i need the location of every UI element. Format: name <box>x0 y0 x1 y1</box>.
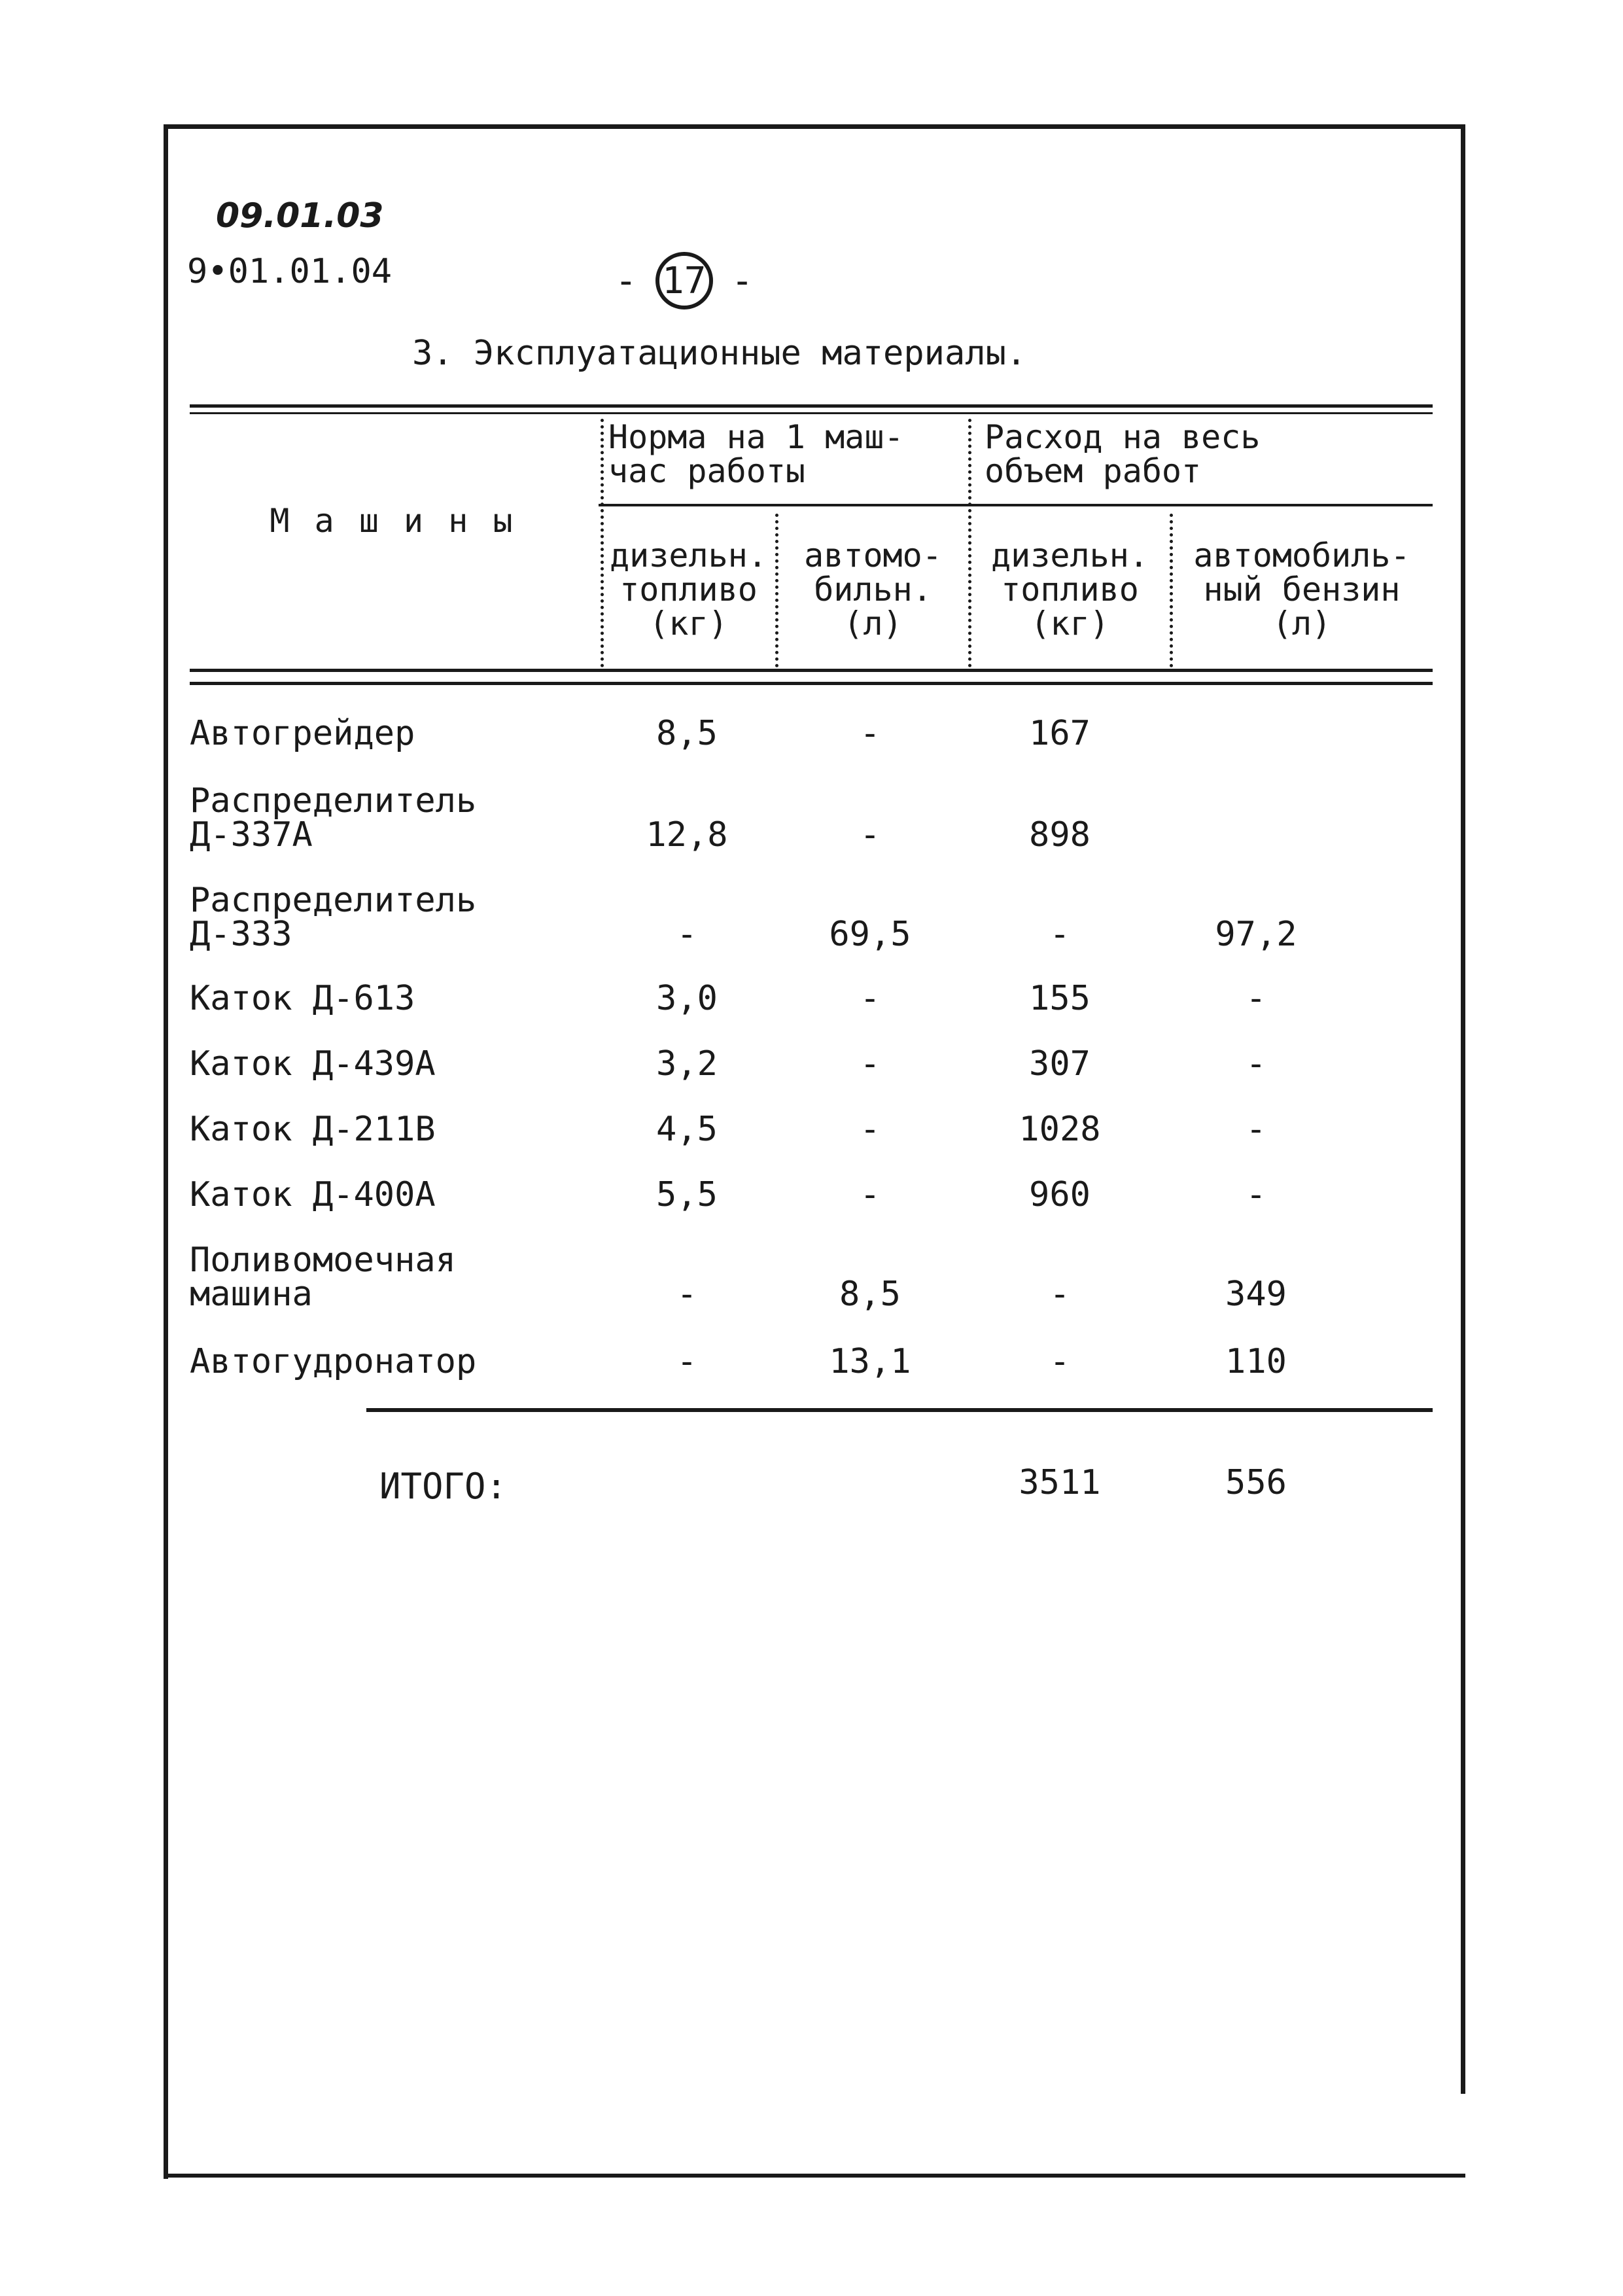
row-petrol-total: 349 <box>1225 1275 1287 1314</box>
page-number-circle <box>655 252 713 309</box>
row-petrol-total: - <box>1246 1175 1266 1214</box>
row-petrol-norm: - <box>860 979 881 1018</box>
col-separator-1 <box>601 419 604 667</box>
row-petrol-total: 97,2 <box>1215 915 1297 954</box>
row-machine-name: Каток Д-439А <box>190 1044 436 1084</box>
header-group-total: Расход на весь объем работ <box>985 418 1261 490</box>
row-machine-name: Каток Д-211В <box>190 1110 436 1149</box>
row-diesel-total: 1028 <box>1019 1110 1101 1149</box>
table-top-rule <box>190 404 1433 408</box>
row-petrol-norm: 13,1 <box>829 1342 911 1381</box>
frame-bottom-border <box>164 2174 1465 2178</box>
row-diesel-norm: 12,8 <box>646 815 728 855</box>
subheader-petrol-total: автомобиль- ный бензин (л) <box>1193 537 1410 643</box>
row-machine-name: Автогрейдер <box>190 714 415 753</box>
header-group-norm: Норма на 1 маш- час работы <box>608 418 904 490</box>
row-diesel-total: 167 <box>1029 714 1091 753</box>
row-petrol-norm: - <box>860 1110 881 1149</box>
frame-top-border <box>164 124 1465 129</box>
header-bottom-rule-2 <box>190 682 1433 685</box>
row-diesel-total: 307 <box>1029 1044 1091 1084</box>
document-code-handwritten: 09.01.03 <box>216 196 384 236</box>
header-bottom-rule <box>190 669 1433 672</box>
subheader-petrol-norm: автомо- бильн. (л) <box>804 537 942 643</box>
row-petrol-norm: - <box>860 1175 881 1214</box>
frame-right-border <box>1461 124 1465 2094</box>
row-diesel-norm: - <box>676 1342 697 1381</box>
row-petrol-norm: - <box>860 714 881 753</box>
row-diesel-total: 155 <box>1029 979 1091 1018</box>
row-petrol-total: - <box>1246 979 1266 1018</box>
frame-left-border <box>164 124 168 2179</box>
row-machine-name: Каток Д-613 <box>190 979 415 1018</box>
row-petrol-total: - <box>1246 1044 1266 1084</box>
page-number <box>615 252 753 309</box>
row-petrol-norm: - <box>860 815 881 855</box>
page-dash-right: - <box>731 259 754 302</box>
col-separator-4 <box>1170 514 1173 667</box>
row-diesel-norm: 4,5 <box>656 1110 718 1149</box>
total-petrol: 556 <box>1225 1463 1287 1502</box>
row-diesel-total: - <box>1049 915 1070 954</box>
row-machine-name: Поливомоечная машина <box>190 1241 456 1314</box>
document-code-typed: 9•01.01.04 <box>187 252 393 291</box>
header-group-divider <box>599 504 1433 506</box>
row-diesel-norm: - <box>676 1275 697 1314</box>
col-separator-3 <box>968 419 971 667</box>
col-separator-2 <box>775 514 778 667</box>
row-diesel-norm: 3,0 <box>656 979 718 1018</box>
row-diesel-total: - <box>1049 1342 1070 1381</box>
total-rule <box>366 1408 1433 1412</box>
row-diesel-total: 898 <box>1029 815 1091 855</box>
table-top-rule-thin <box>190 412 1433 414</box>
row-machine-name: Каток Д-400А <box>190 1175 436 1214</box>
row-diesel-norm: 3,2 <box>656 1044 718 1084</box>
row-petrol-total: 110 <box>1225 1342 1287 1381</box>
row-diesel-norm: 8,5 <box>656 714 718 753</box>
row-petrol-norm: - <box>860 1044 881 1084</box>
subheader-diesel-total: дизельн. топливо (кг) <box>991 537 1149 643</box>
row-petrol-total: - <box>1246 1110 1266 1149</box>
row-machine-name: Распределитель Д-333 <box>190 881 477 954</box>
row-machine-name: Распределитель Д-337А <box>190 781 477 855</box>
subheader-diesel-norm: дизельн. топливо (кг) <box>610 537 767 643</box>
header-machines: М а ш и н ы <box>270 502 515 540</box>
row-diesel-norm: - <box>676 915 697 954</box>
row-petrol-norm: 8,5 <box>839 1275 901 1314</box>
row-machine-name: Автогудронатор <box>190 1342 477 1381</box>
row-diesel-total: 960 <box>1029 1175 1091 1214</box>
page-number-value: 17 <box>662 259 707 302</box>
section-title: 3. Эксплуатационные материалы. <box>412 334 1027 373</box>
row-diesel-total: - <box>1049 1275 1070 1314</box>
page-dash-left: - <box>615 259 637 302</box>
row-diesel-norm: 5,5 <box>656 1175 718 1214</box>
total-diesel: 3511 <box>1019 1463 1101 1502</box>
row-petrol-norm: 69,5 <box>829 915 911 954</box>
total-label: ИТОГО: <box>379 1466 508 1507</box>
